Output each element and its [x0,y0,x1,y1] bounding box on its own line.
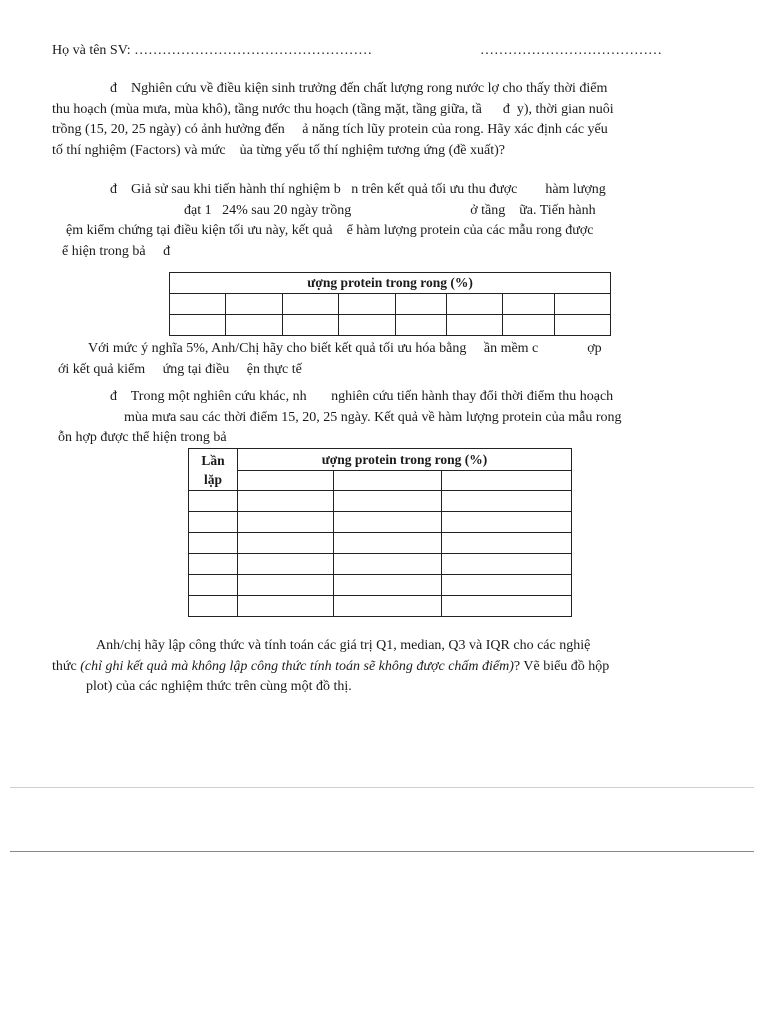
q3-line: đ Trong một nghiên cứu khác, nh nghiên cứu tiến hành thay đổi thời điểm thu hoạch [110,389,614,404]
table-cell [238,575,334,596]
q4-italic-note: (chỉ ghi kết quả mà không lập công thức tính toán sẽ không được chấm điểm) [80,658,514,674]
table-cell [442,491,572,512]
table-1-header: ượng protein trong rong (%) [170,273,611,294]
student-name-label: Họ và tên SV: …………………………………………… [52,43,373,58]
q1-line: thu hoạch (mùa mưa, mùa khô), tầng nước thu hoạch (tầng mặt, tầng giữa, tầ đ y), thời gian nuôi [52,101,614,117]
table-cell [226,315,283,336]
table-cell [283,294,339,315]
protein-table-2 [188,448,572,617]
table-cell [396,294,447,315]
page-divider [10,787,754,788]
q2-after-line: Với mức ý nghĩa 5%, Anh/Chị hãy cho biết kết quả tối ưu hóa bằng ần mềm c ợp [88,341,602,356]
table-row [170,315,611,336]
table-row [170,294,611,315]
table-cell [238,554,334,575]
table-cell [334,471,442,491]
table-cell [442,533,572,554]
table-cell [226,294,283,315]
table-row [189,575,572,596]
replicate-header-line1: Lần [201,452,225,468]
replicate-header [189,449,238,491]
q1-line: tố thí nghiệm (Factors) và mức ủa từng yếu tố thí nghiệm tương ứng (đề xuất)? [52,142,505,158]
q2-line: đạt 1 24% sau 20 ngày trồng ở tầng ữa. Tiến hành [184,202,596,218]
question-2 [52,180,716,262]
question-2-followup [52,339,716,380]
table-cell [238,512,334,533]
table-row [189,491,572,512]
table-cell [442,554,572,575]
table-row [189,596,572,617]
q3-line: mùa mưa sau các thời điểm 15, 20, 25 ngày. Kết quả về hàm lượng protein của mẫu rong [124,409,622,425]
table-row [189,512,572,533]
table-cell [555,315,611,336]
q1-line: trồng (15, 20, 25 ngày) có ảnh hưởng đến ả năng tích lũy protein của rong. Hãy xác định các yếu [52,122,608,137]
table-row [189,554,572,575]
q3-line: ỗn hợp được thể hiện trong bả [58,430,227,445]
table-cell [503,294,555,315]
question-1 [52,79,716,161]
table-cell [442,575,572,596]
protein-table-1 [169,272,611,336]
table-cell [238,533,334,554]
table-cell [339,315,396,336]
table-cell [442,512,572,533]
table-cell [339,294,396,315]
table-cell [189,533,238,554]
q2-line: đ Giả sử sau khi tiến hành thí nghiệm b n trên kết quả tối ưu thu được hàm lượng [110,182,606,197]
question-4 [52,636,716,698]
table-cell [238,471,334,491]
table-cell [170,294,226,315]
q4-line-2 [52,657,716,678]
q2-line: ệm kiểm chứng tại điều kiện tối ưu này, kết quả ể hàm lượng protein của các mẫu rong được [66,223,594,238]
table-row [189,533,572,554]
table-cell [442,596,572,617]
q4-line2-suffix: ? Vẽ biểu đồ hộp [513,658,610,674]
table-cell [189,596,238,617]
table-cell [334,554,442,575]
dotted-line-right: ………………………………… [480,43,662,58]
table-cell [189,491,238,512]
table-cell [334,491,442,512]
q2-after-line: ới kết quả kiểm ứng tại điều ện thực tế [58,361,302,377]
table-cell [238,596,334,617]
table-cell [283,315,339,336]
q4-line2-prefix: thức [52,658,81,674]
table-cell [447,294,503,315]
table-cell [334,512,442,533]
table-cell [334,575,442,596]
q4-line: Anh/chị hãy lập công thức và tính toán các giá trị Q1, median, Q3 và IQR cho các nghiệ [96,638,591,653]
table-cell [396,315,447,336]
table-cell [442,471,572,491]
q1-line: đ Nghiên cứu về điều kiện sinh trưởng đến chất lượng rong nước lợ cho thấy thời điểm [110,81,608,96]
table-cell [189,512,238,533]
table-cell [555,294,611,315]
replicate-header-line2: lặp [203,471,222,487]
table-cell [334,596,442,617]
table-cell [334,533,442,554]
table-cell [189,554,238,575]
table-2-header: ượng protein trong rong (%) [238,449,572,471]
table-cell [170,315,226,336]
q4-line: plot) của các nghiệm thức trên cùng một đồ thị. [86,679,352,694]
table-cell [447,315,503,336]
table-cell [503,315,555,336]
table-cell [189,575,238,596]
question-3 [52,387,716,449]
table-row [189,471,572,491]
page-divider [10,851,754,852]
q2-line: ể hiện trong bả đ [62,243,171,259]
table-cell [238,491,334,512]
